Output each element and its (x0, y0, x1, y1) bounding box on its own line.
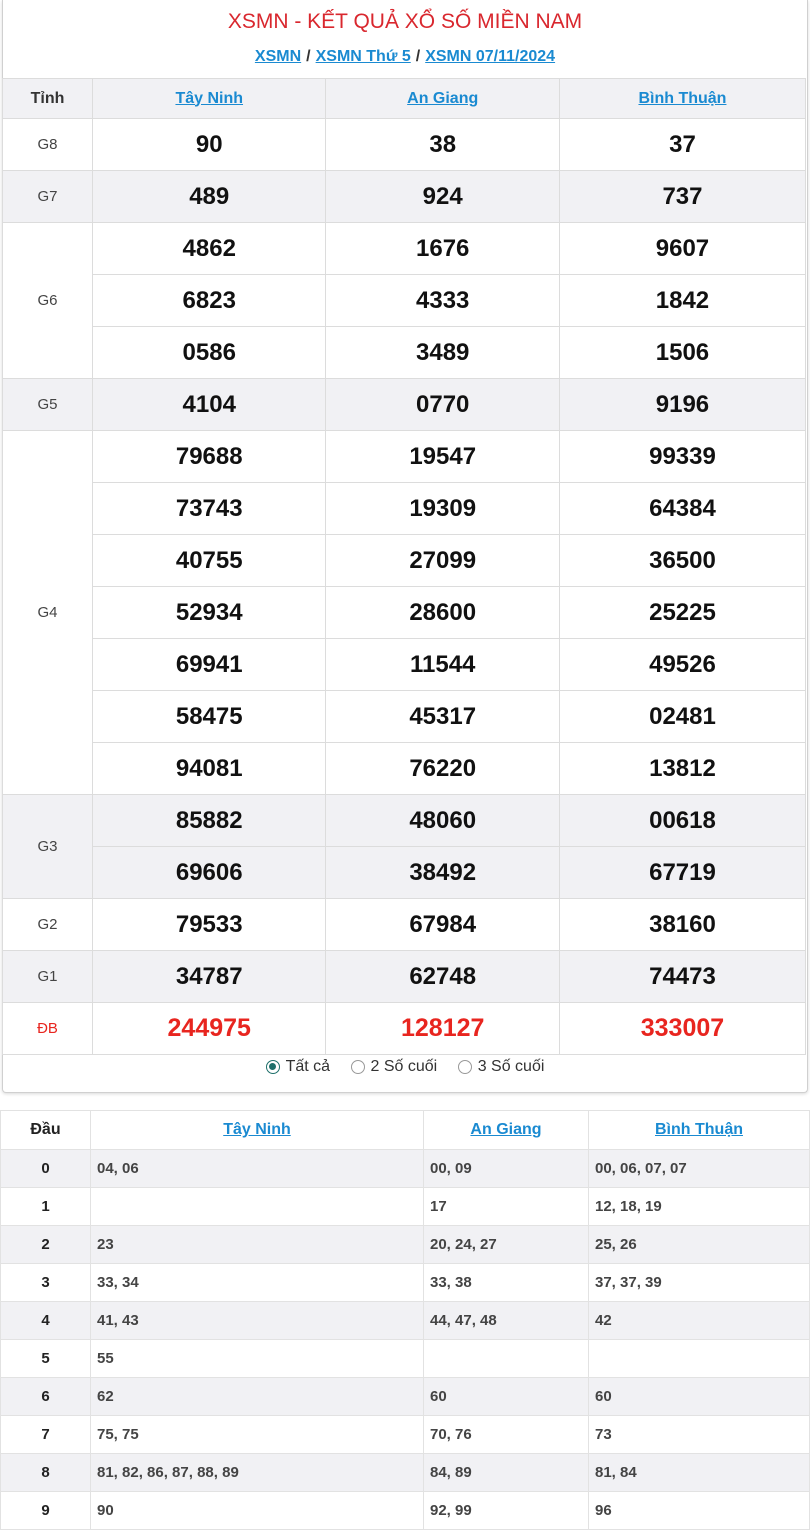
loto-values (588, 1340, 809, 1378)
loto-row (1, 1264, 810, 1302)
breadcrumb-xsmn-date[interactable]: XSMN 07/11/2024 (425, 48, 556, 65)
loto-values: 42 (588, 1302, 809, 1340)
prize-number: 67719 (559, 847, 805, 899)
prize-number: 94081 (93, 743, 326, 795)
province-link-binh-thuan[interactable]: Bình Thuận (638, 89, 727, 107)
loto-values: 60 (423, 1378, 588, 1416)
prize-row (3, 691, 806, 743)
prize-number: 333007 (559, 1003, 805, 1055)
digit-filter (3, 1058, 807, 1076)
loto-values: 00, 09 (423, 1150, 588, 1188)
loto-header-tay-ninh (91, 1111, 424, 1150)
prize-number: 9196 (559, 379, 805, 431)
prize-number: 02481 (559, 691, 805, 743)
loto-values: 41, 43 (91, 1302, 424, 1340)
dau-digit: 3 (1, 1264, 91, 1302)
loto-values (91, 1188, 424, 1226)
province-link-tay-ninh[interactable]: Tây Ninh (175, 89, 244, 107)
prize-number: 38 (326, 119, 559, 171)
prize-number: 25225 (559, 587, 805, 639)
breadcrumb-separator: / (306, 48, 311, 65)
prize-number: 11544 (326, 639, 559, 691)
loto-values: 92, 99 (423, 1492, 588, 1530)
dau-digit: 7 (1, 1416, 91, 1454)
prize-label: ĐB (3, 1003, 93, 1055)
loto-header-binh-thuan (588, 1111, 809, 1150)
prize-row (3, 899, 806, 951)
prize-row (3, 951, 806, 1003)
loto-values: 73 (588, 1416, 809, 1454)
dau-digit: 2 (1, 1226, 91, 1264)
prize-number: 6823 (93, 275, 326, 327)
prize-number: 90 (93, 119, 326, 171)
prize-number: 4104 (93, 379, 326, 431)
prize-number: 40755 (93, 535, 326, 587)
prize-number: 49526 (559, 639, 805, 691)
prize-number: 45317 (326, 691, 559, 743)
prize-row (3, 327, 806, 379)
prize-row (3, 171, 806, 223)
loto-values: 44, 47, 48 (423, 1302, 588, 1340)
radio-checked-icon (266, 1060, 280, 1074)
prize-number: 244975 (93, 1003, 326, 1055)
prize-number: 76220 (326, 743, 559, 795)
dau-digit: 0 (1, 1150, 91, 1188)
loto-values: 96 (588, 1492, 809, 1530)
prize-row (3, 483, 806, 535)
prize-number: 58475 (93, 691, 326, 743)
loto-row (1, 1226, 810, 1264)
dau-digit: 8 (1, 1454, 91, 1492)
loto-link-binh-thuan[interactable]: Bình Thuận (655, 1121, 743, 1138)
breadcrumb-xsmn-thu-5[interactable]: XSMN Thứ 5 (315, 48, 411, 65)
prize-number: 48060 (326, 795, 559, 847)
prize-number: 128127 (326, 1003, 559, 1055)
province-header-tay-ninh (93, 79, 326, 119)
loto-link-an-giang[interactable]: An Giang (470, 1121, 542, 1138)
loto-values: 17 (423, 1188, 588, 1226)
prize-number: 99339 (559, 431, 805, 483)
loto-values: 84, 89 (423, 1454, 588, 1492)
prize-label: G4 (3, 431, 93, 795)
prize-number: 64384 (559, 483, 805, 535)
province-column-header: Tỉnh (3, 79, 93, 119)
loto-values: 55 (91, 1340, 424, 1378)
prize-label: G5 (3, 379, 93, 431)
loto-values: 25, 26 (588, 1226, 809, 1264)
breadcrumb-xsmn[interactable]: XSMN (254, 48, 302, 65)
prize-number: 38492 (326, 847, 559, 899)
prize-row (3, 795, 806, 847)
prize-number: 1842 (559, 275, 805, 327)
filter-all-radio[interactable] (266, 1058, 330, 1076)
prize-number: 69941 (93, 639, 326, 691)
dau-digit: 1 (1, 1188, 91, 1226)
prize-row (3, 431, 806, 483)
prize-row (3, 639, 806, 691)
filter-3-digits-radio[interactable] (458, 1058, 545, 1076)
prize-number: 00618 (559, 795, 805, 847)
loto-row (1, 1302, 810, 1340)
prize-number: 79533 (93, 899, 326, 951)
loto-values: 00, 06, 07, 07 (588, 1150, 809, 1188)
prize-number: 9607 (559, 223, 805, 275)
prize-number: 3489 (326, 327, 559, 379)
radio-unchecked-icon (458, 1060, 472, 1074)
dau-digit: 9 (1, 1492, 91, 1530)
prize-number: 4333 (326, 275, 559, 327)
prize-label: G1 (3, 951, 93, 1003)
prize-row (3, 379, 806, 431)
prize-number: 62748 (326, 951, 559, 1003)
loto-values: 70, 76 (423, 1416, 588, 1454)
prize-number: 67984 (326, 899, 559, 951)
loto-row (1, 1492, 810, 1530)
prize-label: G6 (3, 223, 93, 379)
prize-number: 737 (559, 171, 805, 223)
prize-row (3, 743, 806, 795)
prize-row (3, 223, 806, 275)
prize-number: 38160 (559, 899, 805, 951)
prize-label: G3 (3, 795, 93, 899)
prize-row (3, 535, 806, 587)
filter-all-label: Tất cả (285, 1058, 331, 1075)
loto-values: 23 (91, 1226, 424, 1264)
loto-values: 04, 06 (91, 1150, 424, 1188)
loto-values: 60 (588, 1378, 809, 1416)
dau-digit: 4 (1, 1302, 91, 1340)
prize-label: G7 (3, 171, 93, 223)
prize-number: 34787 (93, 951, 326, 1003)
loto-row (1, 1188, 810, 1226)
prize-row (3, 587, 806, 639)
loto-values: 12, 18, 19 (588, 1188, 809, 1226)
prize-number: 27099 (326, 535, 559, 587)
prize-row (3, 847, 806, 899)
prize-label: G2 (3, 899, 93, 951)
loto-values: 33, 38 (423, 1264, 588, 1302)
prize-number: 69606 (93, 847, 326, 899)
province-header-an-giang (326, 79, 559, 119)
loto-values: 62 (91, 1378, 424, 1416)
prize-number: 1676 (326, 223, 559, 275)
dau-digit: 5 (1, 1340, 91, 1378)
loto-values: 20, 24, 27 (423, 1226, 588, 1264)
prize-number: 4862 (93, 223, 326, 275)
prize-number: 73743 (93, 483, 326, 535)
loto-link-tay-ninh[interactable]: Tây Ninh (223, 1121, 291, 1138)
prize-number: 0586 (93, 327, 326, 379)
dau-column-header: Đầu (1, 1111, 91, 1150)
loto-values: 37, 37, 39 (588, 1264, 809, 1302)
prize-number: 19547 (326, 431, 559, 483)
prize-label: G8 (3, 119, 93, 171)
prize-number: 36500 (559, 535, 805, 587)
prize-number: 0770 (326, 379, 559, 431)
prize-number: 85882 (93, 795, 326, 847)
prize-number: 13812 (559, 743, 805, 795)
loto-row (1, 1454, 810, 1492)
loto-row (1, 1416, 810, 1454)
filter-3-digits-label: 3 Số cuối (477, 1058, 545, 1075)
prize-number: 79688 (93, 431, 326, 483)
loto-values: 75, 75 (91, 1416, 424, 1454)
prize-row (3, 119, 806, 171)
prize-number: 74473 (559, 951, 805, 1003)
loto-values: 33, 34 (91, 1264, 424, 1302)
loto-row (1, 1150, 810, 1188)
loto-header-an-giang (423, 1111, 588, 1150)
prize-number: 924 (326, 171, 559, 223)
breadcrumb (3, 48, 807, 66)
loto-table (0, 1110, 810, 1530)
page-title: XSMN - KẾT QUẢ XỔ SỐ MIỀN NAM (227, 10, 583, 33)
loto-row (1, 1340, 810, 1378)
loto-values: 90 (91, 1492, 424, 1530)
prize-number: 489 (93, 171, 326, 223)
prize-row (3, 1003, 806, 1055)
loto-values: 81, 84 (588, 1454, 809, 1492)
prize-number: 52934 (93, 587, 326, 639)
breadcrumb-separator: / (415, 48, 421, 65)
prize-row (3, 275, 806, 327)
loto-values (423, 1340, 588, 1378)
province-header-binh-thuan (559, 79, 805, 119)
radio-unchecked-icon (351, 1060, 365, 1074)
filter-2-digits-label: 2 Số cuối (370, 1058, 438, 1075)
prize-number: 1506 (559, 327, 805, 379)
province-link-an-giang[interactable]: An Giang (407, 89, 479, 107)
prize-number: 28600 (326, 587, 559, 639)
filter-2-digits-radio[interactable] (351, 1058, 438, 1076)
results-table (2, 78, 806, 1055)
loto-row (1, 1378, 810, 1416)
loto-values: 81, 82, 86, 87, 88, 89 (91, 1454, 424, 1492)
dau-digit: 6 (1, 1378, 91, 1416)
prize-number: 19309 (326, 483, 559, 535)
prize-number: 37 (559, 119, 805, 171)
